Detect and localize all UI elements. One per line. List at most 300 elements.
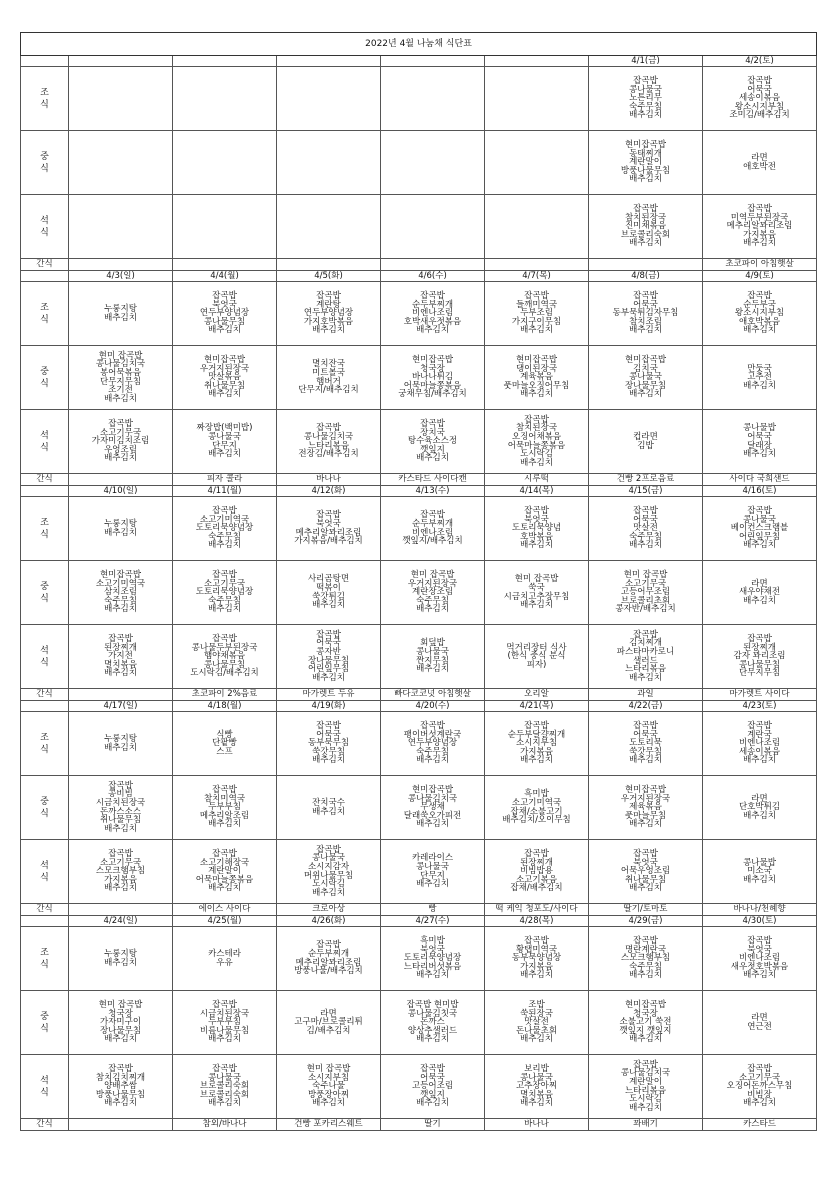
menu-cell xyxy=(381,927,485,991)
breakfast-label-text: 조식 xyxy=(40,732,49,755)
snack-row xyxy=(21,689,817,701)
menu-cell xyxy=(589,346,703,410)
menu-item: 현미 잡곡밥 xyxy=(98,350,143,361)
menu-item: 장나물무침 xyxy=(99,1025,142,1036)
menu-item: 잡곡밥 xyxy=(524,721,549,732)
menu-item: 잡곡밥 xyxy=(633,721,658,732)
menu-item: 잡곡밥 xyxy=(747,204,772,215)
menu-cell xyxy=(381,131,485,195)
menu-item: 배추김치 xyxy=(520,457,553,468)
menu-item: 배추김치 xyxy=(104,1098,137,1109)
menu-item: 배추김치 xyxy=(104,957,137,968)
menu-item: 콩나물국 xyxy=(208,431,241,442)
date-header-row xyxy=(21,486,817,497)
menu-cell xyxy=(277,410,381,474)
menu-item: 콩자반/배추김치 xyxy=(615,604,676,615)
menu-cell xyxy=(381,991,485,1055)
menu-item: 도토리묵양념장 xyxy=(403,953,462,964)
menu-item: 배추김치 xyxy=(629,1102,662,1113)
menu-item: 가지볶음 xyxy=(520,746,553,757)
menu-item: 계란탕 xyxy=(316,299,341,310)
menu-item: 배추김치 xyxy=(312,1098,345,1109)
menu-item: 잡곡밥 xyxy=(316,844,341,855)
menu-item: 북엇국 xyxy=(420,944,445,955)
menu-item: 왕소시지부침 xyxy=(734,101,785,112)
header-corner xyxy=(21,486,69,497)
menu-item: 현미 잡곡밥 xyxy=(514,574,559,585)
lunch-label-text: 중식 xyxy=(40,366,49,389)
snack-cell: 참외/바나나 xyxy=(173,1119,277,1131)
menu-item: 연근전 xyxy=(747,1021,772,1032)
menu-item: 애호박전 xyxy=(743,161,776,172)
snack-label: 간식 xyxy=(21,1119,69,1131)
menu-item: 방풍나물/배추김치 xyxy=(294,966,363,977)
menu-item: 풋마늘무침 xyxy=(624,810,667,821)
menu-item: 잡곡밥 xyxy=(524,849,549,860)
menu-cell xyxy=(173,195,277,259)
date-header: 4/27(수) xyxy=(381,916,485,927)
menu-item: 잡곡밥 xyxy=(524,936,549,947)
menu-item: 브로콜리숙회 xyxy=(199,1081,250,1092)
menu-item: 참치된장국 xyxy=(515,423,558,434)
menu-item: 우거지된장국 xyxy=(620,793,671,804)
menu-item: 어묵우엉조림 xyxy=(620,866,671,877)
menu-item: 현미 잡곡밥 xyxy=(98,1000,143,1011)
snack-cell: 카스타드 사이다캔 xyxy=(381,474,485,486)
menu-cell xyxy=(703,282,817,346)
date-header: 4/30(토) xyxy=(703,916,817,927)
menu-item: 배추김치 xyxy=(520,540,553,551)
menu-item: 도시락김 xyxy=(629,1094,662,1105)
date-header: 4/9(토) xyxy=(703,271,817,282)
lunch-label xyxy=(21,776,69,840)
menu-item: 조밥 xyxy=(528,1000,545,1011)
date-header: 4/14(목) xyxy=(485,486,589,497)
menu-item: 청국장 xyxy=(420,363,445,374)
menu-item: 콩나물국 xyxy=(416,646,449,657)
menu-item: 오징어채볶음 xyxy=(511,431,562,442)
menu-item: 시금치고추장무침 xyxy=(503,591,570,602)
menu-item: 콩나물국 xyxy=(520,1072,553,1083)
menu-item: 시금치된장국 xyxy=(95,797,146,808)
menu-cell xyxy=(485,195,589,259)
breakfast-row xyxy=(21,67,817,131)
menu-cell xyxy=(277,991,381,1055)
menu-item: 계란말이 xyxy=(629,1076,662,1087)
menu-item: 청국장 xyxy=(633,1008,658,1019)
menu-cell xyxy=(589,625,703,689)
date-header: 4/23(토) xyxy=(703,701,817,712)
menu-cell xyxy=(485,927,589,991)
menu-item: 현미잡곡밥 xyxy=(624,785,667,796)
snack-cell xyxy=(69,689,173,701)
snack-cell xyxy=(69,259,173,271)
menu-item: 콩나물김칫국 xyxy=(407,1008,458,1019)
menu-cell xyxy=(69,282,173,346)
menu-item: 콩나물밥 xyxy=(743,857,776,868)
menu-cell xyxy=(69,625,173,689)
menu-cell xyxy=(69,67,173,131)
date-header: 4/10(일) xyxy=(69,486,173,497)
date-header: 4/29(금) xyxy=(589,916,703,927)
menu-item: 배추김치 xyxy=(743,380,776,391)
menu-item: 배추김치 xyxy=(208,540,241,551)
menu-item: 양상추샐러드 xyxy=(407,1025,458,1036)
menu-item: 된장찌개 xyxy=(743,642,776,653)
menu-item: 소고기미역국 xyxy=(95,578,146,589)
menu-item: 달래쑥오가피전 xyxy=(403,810,462,821)
menu-item: 어묵마늘쫑볶음 xyxy=(403,380,462,391)
menu-item: 만둣국 xyxy=(747,363,772,374)
menu-cell xyxy=(173,840,277,904)
menu-item: 라면 xyxy=(751,578,768,589)
menu-item: 무생채 xyxy=(420,802,445,813)
menu-item: 콩자반 xyxy=(316,646,341,657)
menu-item: 소고기볶음 xyxy=(515,874,558,885)
menu-item: 달래장 xyxy=(747,440,772,451)
date-header: 4/26(화) xyxy=(277,916,381,927)
menu-item: 배추김치 xyxy=(629,883,662,894)
menu-item: 숙주무침 xyxy=(629,531,662,542)
menu-item: 숙주무침 xyxy=(629,961,662,972)
page-title: 2022년 4월 나눔채 식단표 xyxy=(21,33,817,56)
menu-item: 라면 xyxy=(751,793,768,804)
menu-cell xyxy=(381,561,485,625)
menu-cell xyxy=(381,67,485,131)
menu-item: 가지볶음 xyxy=(520,961,553,972)
menu-cell xyxy=(173,131,277,195)
menu-cell xyxy=(485,561,589,625)
menu-item: 참치된장국 xyxy=(624,212,667,223)
menu-item: 보리밥 xyxy=(524,1064,549,1075)
menu-cell xyxy=(703,195,817,259)
menu-item: 배추김치 xyxy=(743,810,776,821)
menu-item: 배추김치 xyxy=(416,604,449,615)
breakfast-row xyxy=(21,497,817,561)
menu-item: 어묵국 xyxy=(747,431,772,442)
menu-item: 누룽지탕 xyxy=(104,303,137,314)
menu-item: 감자 꽈리조림 xyxy=(733,651,786,662)
menu-item: 잡곡밥 xyxy=(633,291,658,302)
date-header: 4/20(수) xyxy=(381,701,485,712)
menu-item: 배추김치 xyxy=(416,1034,449,1045)
menu-cell xyxy=(381,1055,485,1119)
menu-cell xyxy=(69,840,173,904)
menu-cell xyxy=(277,67,381,131)
menu-item: 소고기무국 xyxy=(738,1072,781,1083)
menu-cell xyxy=(173,346,277,410)
menu-item: 콩나물국 xyxy=(743,514,776,525)
menu-cell xyxy=(485,712,589,776)
menu-item: 누룽지탕 xyxy=(104,518,137,529)
menu-item: 사리곰탕면 xyxy=(307,574,350,585)
menu-item: 잡곡밥 xyxy=(633,506,658,517)
snack-cell xyxy=(381,259,485,271)
date-header xyxy=(485,56,589,67)
menu-item: 배추김치 xyxy=(629,970,662,981)
dinner-label xyxy=(21,1055,69,1119)
menu-item: 콩나물국 xyxy=(629,372,662,383)
snack-cell: 에이스 사이다 xyxy=(173,904,277,916)
menu-item: 잡곡밥 xyxy=(747,506,772,517)
menu-cell xyxy=(277,131,381,195)
menu-item: 배추김치 xyxy=(104,604,137,615)
snack-cell xyxy=(69,1119,173,1131)
menu-item: 잡곡밥 xyxy=(633,849,658,860)
snack-row xyxy=(21,474,817,486)
menu-item: 소시지부침 xyxy=(307,1072,350,1083)
menu-item: 배추김치 xyxy=(312,806,345,817)
menu-item: 방풍나물무침 xyxy=(620,165,671,176)
menu-item: 시금치된장국 xyxy=(199,1008,250,1019)
menu-cell xyxy=(69,776,173,840)
menu-item: 돈나물초회 xyxy=(515,1025,558,1036)
menu-item: 배추김치 xyxy=(743,755,776,766)
menu-item: 햄버거 xyxy=(316,376,341,387)
snack-cell xyxy=(485,259,589,271)
menu-item: 가지전 xyxy=(108,651,133,662)
menu-item: 북엇국 xyxy=(316,518,341,529)
menu-cell xyxy=(589,67,703,131)
snack-cell xyxy=(173,259,277,271)
menu-item: 비엔나조림 xyxy=(411,308,454,319)
menu-item: 잡곡밥 xyxy=(747,721,772,732)
snack-cell: 빠다코코넛 아침햇살 xyxy=(381,689,485,701)
menu-item: 배추김치 xyxy=(743,970,776,981)
menu-item: 비름나물무침 xyxy=(199,1025,250,1036)
date-header: 4/24(일) xyxy=(69,916,173,927)
menu-item: 소고기미역국 xyxy=(511,797,562,808)
menu-cell xyxy=(589,410,703,474)
menu-item: 머위나물무침 xyxy=(303,870,354,881)
menu-cell xyxy=(485,346,589,410)
date-header: 4/3(일) xyxy=(69,271,173,282)
menu-item: 배추김치 xyxy=(104,453,137,464)
menu-cell xyxy=(173,927,277,991)
date-header xyxy=(69,56,173,67)
menu-item: 느타리볶음 xyxy=(624,1085,667,1096)
menu-item: 우거지된장국 xyxy=(407,578,458,589)
menu-cell xyxy=(173,282,277,346)
menu-item: 미트볼국 xyxy=(312,367,345,378)
menu-item: 소고기무국 xyxy=(203,578,246,589)
menu-item: 새우젓호박볶음 xyxy=(730,961,789,972)
menu-item: 소고기해장국 xyxy=(199,857,250,868)
menu-item: 맛살전 xyxy=(633,523,658,534)
menu-item: 도토리묵양념장 xyxy=(195,587,254,598)
menu-item: 계란국 xyxy=(747,729,772,740)
menu-item: 단무지무침 xyxy=(99,376,142,387)
menu-item: 전장김/배추김치 xyxy=(298,449,359,460)
dinner-row xyxy=(21,1055,817,1119)
menu-cell xyxy=(173,991,277,1055)
breakfast-label xyxy=(21,282,69,346)
menu-item: 계란말이 xyxy=(629,157,662,168)
menu-item: 배추김치 xyxy=(208,883,241,894)
menu-item: 느타리볶음 xyxy=(624,664,667,675)
menu-item: 배추김치 xyxy=(629,755,662,766)
menu-item: 노튼리무 xyxy=(629,93,662,104)
menu-item: 배추김치 xyxy=(629,110,662,121)
menu-item: 비빔밥용 xyxy=(520,866,553,877)
menu-item: 비엔나조림 xyxy=(738,738,781,749)
menu-item: 배추김치 xyxy=(104,823,137,834)
date-header: 4/11(월) xyxy=(173,486,277,497)
lunch-row xyxy=(21,776,817,840)
menu-cell xyxy=(485,282,589,346)
menu-item: 배추김치 xyxy=(520,1098,553,1109)
menu-item: 잡곡밥 xyxy=(420,721,445,732)
dinner-label-text: 석식 xyxy=(40,430,49,453)
menu-item: 가지호박볶음 xyxy=(303,316,354,327)
menu-item: 깻잎지 xyxy=(420,444,445,455)
menu-item: 도토리묵양념장 xyxy=(195,523,254,534)
menu-cell xyxy=(703,497,817,561)
menu-item: 현미잡곡밥 xyxy=(411,355,454,366)
menu-cell xyxy=(485,67,589,131)
snack-cell: 오리알 xyxy=(485,689,589,701)
menu-item: 어묵국 xyxy=(747,84,772,95)
snack-cell: 초코파이 아침햇살 xyxy=(703,259,817,271)
menu-item: 취나물무침 xyxy=(624,874,667,885)
menu-item: 어묵국 xyxy=(420,1072,445,1083)
menu-item: 가지볶음 xyxy=(743,229,776,240)
menu-item: 방풍나물무침 xyxy=(95,1089,146,1100)
snack-cell: 딸기/토마토 xyxy=(589,904,703,916)
menu-item: 연두부양념장 xyxy=(199,308,250,319)
menu-item: 된장찌개 xyxy=(520,857,553,868)
menu-cell xyxy=(277,561,381,625)
snack-row xyxy=(21,904,817,916)
date-header: 4/8(금) xyxy=(589,271,703,282)
menu-item: 배추김치 xyxy=(629,1034,662,1045)
menu-item: 콩나물국 xyxy=(208,1072,241,1083)
menu-item: 콩비빔 xyxy=(108,789,133,800)
menu-item: 새우야채전 xyxy=(738,587,781,598)
header-corner xyxy=(21,56,69,67)
menu-item: 들깨미역국 xyxy=(515,299,558,310)
date-header xyxy=(277,56,381,67)
date-header: 4/28(목) xyxy=(485,916,589,927)
menu-item: 왕소시지부침 xyxy=(734,308,785,319)
date-header-row xyxy=(21,56,817,67)
menu-item: 북엇국 xyxy=(633,857,658,868)
menu-item: 배추김치 xyxy=(312,755,345,766)
menu-item: 떡볶이 xyxy=(316,582,341,593)
menu-item: 잡곡밥 xyxy=(420,1064,445,1075)
menu-cell xyxy=(381,410,485,474)
menu-cell xyxy=(703,840,817,904)
menu-item: 숙주무침 xyxy=(208,531,241,542)
menu-item: 명란계란국 xyxy=(624,944,667,955)
snack-cell: 마가렛트 두유 xyxy=(277,689,381,701)
menu-item: 연두부양념장 xyxy=(303,308,354,319)
menu-cell xyxy=(69,927,173,991)
menu-cell xyxy=(277,625,381,689)
menu-item: 소불고기 쑥전 xyxy=(619,1017,672,1028)
snack-label: 간식 xyxy=(21,259,69,271)
menu-item: 배추김치 xyxy=(208,819,241,830)
menu-cell xyxy=(277,1055,381,1119)
menu-item: 멸치볶음 xyxy=(520,1089,553,1100)
lunch-row xyxy=(21,561,817,625)
menu-item: 배추김치 xyxy=(416,970,449,981)
header-corner xyxy=(21,701,69,712)
menu-item: 방풍장아찌 xyxy=(307,1089,350,1100)
menu-item: 쑥갓무침 xyxy=(312,746,345,757)
menu-cell xyxy=(277,282,381,346)
menu-item: 돈까스소스 xyxy=(99,806,142,817)
menu-cell xyxy=(277,776,381,840)
menu-item: 누룽지탕 xyxy=(104,733,137,744)
menu-item: 라면 xyxy=(320,1008,337,1019)
menu-item: 어린잎무침 xyxy=(738,531,781,542)
menu-item: 브로콜리초회 xyxy=(620,595,671,606)
menu-item: 잡곡밥 xyxy=(420,419,445,430)
menu-cell xyxy=(173,561,277,625)
date-header: 4/22(금) xyxy=(589,701,703,712)
snack-cell: 빵 xyxy=(381,904,485,916)
menu-cell xyxy=(589,991,703,1055)
menu-cell xyxy=(589,282,703,346)
menu-item: 단무지 xyxy=(212,440,237,451)
menu-item: 배추김치 xyxy=(743,874,776,885)
menu-item: 가지볶음 xyxy=(104,874,137,885)
menu-cell xyxy=(485,131,589,195)
menu-item: 배추김치 xyxy=(416,819,449,830)
snack-cell: 과일 xyxy=(589,689,703,701)
menu-cell xyxy=(69,991,173,1055)
menu-item: 탕수육소스정 xyxy=(407,436,458,447)
date-header: 4/19(화) xyxy=(277,701,381,712)
menu-item: 취나물무침 xyxy=(203,380,246,391)
menu-item: 잡곡밥 xyxy=(633,204,658,215)
menu-item: 짜장밥(백미밥) xyxy=(196,423,253,434)
menu-cell xyxy=(173,1055,277,1119)
menu-cell xyxy=(589,927,703,991)
menu-item: 깻잎지 xyxy=(420,1089,445,1100)
menu-cell xyxy=(69,712,173,776)
menu-item: 배추김치 xyxy=(416,453,449,464)
menu-item: 배추김치 xyxy=(743,449,776,460)
menu-item: 도토리묵 xyxy=(629,738,662,749)
menu-item: 김치찌개 xyxy=(629,638,662,649)
menu-item: 브로콜리숙회 xyxy=(199,1089,250,1100)
menu-item: 스프 xyxy=(216,746,233,757)
menu-item: 도시락김/배추김치 xyxy=(190,668,259,679)
menu-item: 메추리알조림 xyxy=(199,810,250,821)
menu-cell xyxy=(703,712,817,776)
menu-item: 컵라면 xyxy=(633,431,658,442)
menu-item: 고등어무조림 xyxy=(620,587,671,598)
menu-item: 잡채/배추김치 xyxy=(510,883,563,894)
menu-cell xyxy=(381,776,485,840)
menu-cell xyxy=(381,712,485,776)
menu-item: 소시지감자 xyxy=(307,861,350,872)
menu-item: 콩나물국 xyxy=(312,853,345,864)
menu-item: 두부조림 xyxy=(520,308,553,319)
lunch-label-text: 중식 xyxy=(40,796,49,819)
menu-cell xyxy=(173,67,277,131)
menu-item: 숙주무침 xyxy=(104,595,137,606)
breakfast-label-text: 조식 xyxy=(40,517,49,540)
menu-cell xyxy=(589,840,703,904)
dinner-label xyxy=(21,410,69,474)
menu-item: 배추김치 xyxy=(104,312,137,323)
menu-item: 잡곡밥 xyxy=(316,721,341,732)
menu-item: 궁채무침/배추김치 xyxy=(398,389,467,400)
menu-item: 현미 잡곡밥 xyxy=(410,570,455,581)
